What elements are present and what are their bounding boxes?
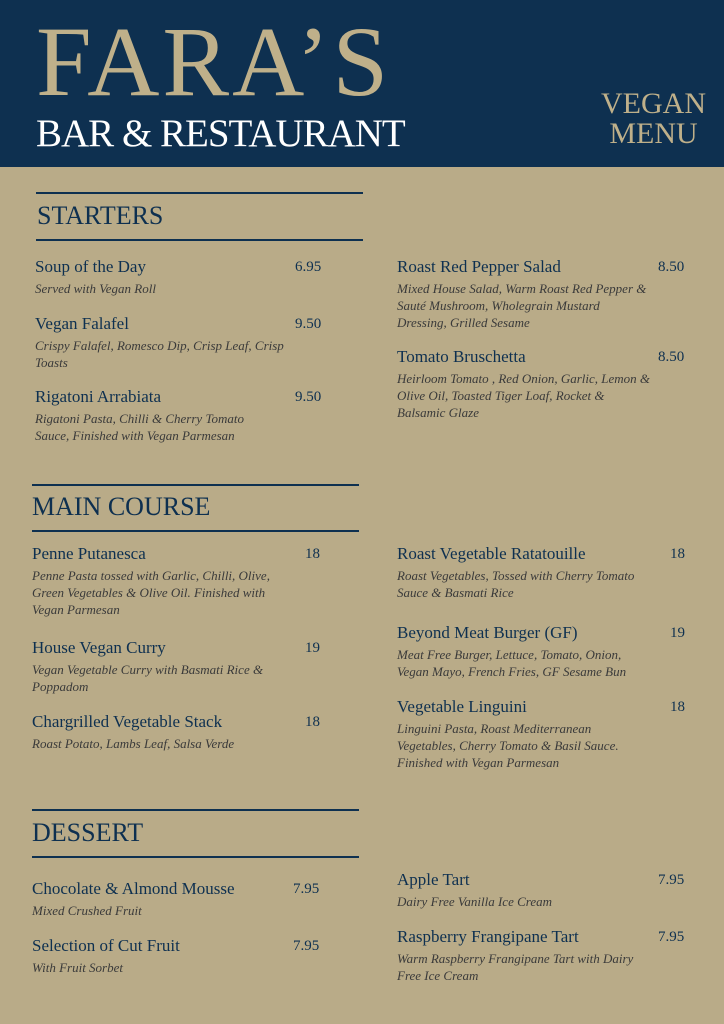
item-description: Heirloom Tomato , Red Onion, Garlic, Lemon & Olive Oil, Toasted Tiger Loaf, Rocket & Balsamic Glaze bbox=[397, 371, 651, 420]
item-description: Vegan Vegetable Curry with Basmati Rice & Poppadom bbox=[32, 662, 264, 694]
item-name: Chocolate & Almond Mousse bbox=[32, 879, 235, 898]
item-price: 8.50 bbox=[658, 259, 685, 275]
item-name: House Vegan Curry bbox=[32, 638, 166, 657]
section-rule-bottom bbox=[36, 239, 363, 241]
item-description: Meat Free Burger, Lettuce, Tomato, Onion, Vegan Mayo, French Fries, GF Sesame Bun bbox=[397, 647, 627, 679]
item-price: 7.95 bbox=[293, 881, 320, 897]
item-price: 7.95 bbox=[658, 929, 685, 945]
item-description: Mixed Crushed Fruit bbox=[32, 903, 142, 918]
item-description: Penne Pasta tossed with Garlic, Chilli, Olive, Green Vegetables & Olive Oil. Finished with Vegan Parmesan bbox=[32, 568, 270, 617]
item-name: Roast Vegetable Ratatouille bbox=[397, 544, 586, 563]
item-price: 19 bbox=[670, 625, 685, 641]
menu-type-line2: MENU bbox=[609, 117, 698, 150]
dessert-title: DESSERT bbox=[32, 818, 144, 847]
section-rule-top bbox=[36, 192, 363, 194]
item-name: Vegetable Linguini bbox=[397, 697, 527, 716]
item-description: Rigatoni Pasta, Chilli & Cherry Tomato Sauce, Finished with Vegan Parmesan bbox=[35, 411, 244, 443]
item-description: Roast Vegetables, Tossed with Cherry Tomato Sauce & Basmati Rice bbox=[397, 568, 635, 600]
section-rule-top bbox=[32, 809, 359, 811]
section-rule-bottom bbox=[32, 856, 359, 858]
item-price: 6.95 bbox=[295, 259, 322, 275]
item-description: Served with Vegan Roll bbox=[35, 281, 156, 296]
item-name: Selection of Cut Fruit bbox=[32, 936, 180, 955]
item-name: Chargrilled Vegetable Stack bbox=[32, 712, 223, 731]
item-price: 7.95 bbox=[658, 872, 685, 888]
item-price: 18 bbox=[670, 546, 685, 562]
item-price: 9.50 bbox=[295, 389, 322, 405]
section-rule-bottom bbox=[32, 530, 359, 532]
item-price: 8.50 bbox=[658, 349, 685, 365]
header-banner bbox=[0, 0, 724, 167]
menu-type-label bbox=[601, 89, 706, 149]
item-description: Crispy Falafel, Romesco Dip, Crisp Leaf, Crisp Toasts bbox=[35, 338, 284, 370]
item-name: Soup of the Day bbox=[35, 257, 146, 276]
item-name: Roast Red Pepper Salad bbox=[397, 257, 561, 276]
item-name: Apple Tart bbox=[397, 870, 470, 889]
item-name: Penne Putanesca bbox=[32, 544, 146, 563]
item-price: 19 bbox=[305, 640, 320, 656]
item-description: Warm Raspberry Frangipane Tart with Dairy Free Ice Cream bbox=[397, 951, 634, 983]
section-rule-top bbox=[32, 484, 359, 486]
item-price: 7.95 bbox=[293, 938, 320, 954]
item-description: With Fruit Sorbet bbox=[32, 960, 123, 975]
item-description: Roast Potato, Lambs Leaf, Salsa Verde bbox=[32, 736, 235, 751]
item-price: 18 bbox=[305, 546, 320, 562]
item-name: Rigatoni Arrabiata bbox=[35, 387, 162, 406]
item-price: 18 bbox=[670, 699, 685, 715]
brand-subtitle: BAR & RESTAURANT bbox=[36, 112, 405, 155]
brand-name: FARA’S bbox=[36, 6, 392, 117]
starters-title: STARTERS bbox=[37, 201, 164, 230]
item-name: Tomato Bruschetta bbox=[397, 347, 526, 366]
item-name: Raspberry Frangipane Tart bbox=[397, 927, 579, 946]
item-description: Linguini Pasta, Roast Mediterranean Vegetables, Cherry Tomato & Basil Sauce. Finished with Vegan Parmesan bbox=[397, 721, 619, 770]
item-name: Beyond Meat Burger (GF) bbox=[397, 623, 578, 642]
item-price: 18 bbox=[305, 714, 320, 730]
main-course-title: MAIN COURSE bbox=[32, 492, 211, 521]
item-name: Vegan Falafel bbox=[35, 314, 129, 333]
item-price: 9.50 bbox=[295, 316, 322, 332]
menu-type-line1: VEGAN bbox=[601, 87, 706, 120]
item-description: Dairy Free Vanilla Ice Cream bbox=[397, 894, 552, 909]
item-description: Mixed House Salad, Warm Roast Red Pepper & Sauté Mushroom, Wholegrain Mustard Dressing, Grilled Sesame bbox=[397, 281, 647, 330]
